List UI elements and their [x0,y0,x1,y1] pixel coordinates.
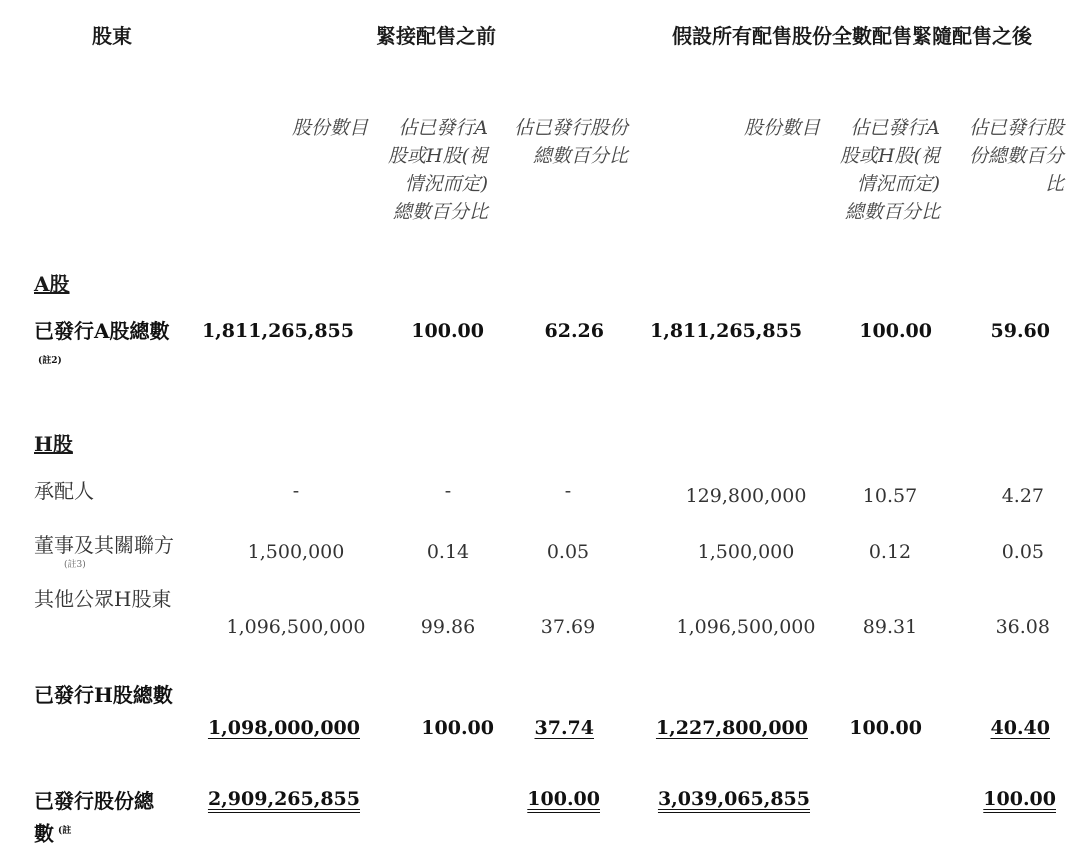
placees-pct-class-after: 10.57 [862,485,918,507]
h-total-pct-total-after: 40.40 [990,717,1050,739]
grand-total-shares-after: 3,039,065,855 [657,788,810,810]
header-shareholder: 股東 [92,24,132,48]
row-label-a-total: 已發行A股總數$^{(註2)}$ [34,319,170,366]
directors-pct-class-after: 0.12 [868,541,912,563]
subheader-pct-class-before: 佔已發行A股或H股(視情況而定)總數百分比 [388,117,488,223]
subheader-pct-total-after: 佔已發行股份總數百分比 [968,117,1064,195]
grand-total-shares-before: 2,909,265,855 [207,788,360,810]
public-h-pct-total-before: 37.69 [540,616,596,638]
a-total-shares-before: 1,811,265,855 [201,320,354,342]
footnote-marker: (註3) [64,560,86,570]
footnote-marker: (註2) [38,356,62,366]
placees-pct-total-before: - [564,480,572,502]
public-h-shares-before: 1,096,500,000 [226,616,366,638]
directors-shares-before: 1,500,000 [247,541,345,563]
placees-shares-after: 129,800,000 [685,485,807,507]
a-total-pct-total-before: 62.26 [544,320,604,342]
row-label-grand-total: 已發行股份總數 $^{(註}$ [34,789,154,846]
directors-pct-total-before: 0.05 [546,541,590,563]
a-total-pct-total-after: 59.60 [990,320,1050,342]
public-h-pct-total-after: 36.08 [995,616,1050,638]
placees-shares-before: - [292,480,300,502]
h-total-pct-class-after: 100.00 [849,717,922,739]
subheader-pct-total-before: 佔已發行股份總數百分比 [513,117,628,167]
row-label-placees: 承配人 [34,479,94,503]
footnote-marker: (註 [58,826,72,836]
subheader-shares-before: 股份數目 [291,117,368,139]
h-total-shares-after: 1,227,800,000 [655,717,808,739]
row-label-h-total: 已發行H股總數 [34,683,173,707]
h-total-pct-class-before: 100.00 [421,717,494,739]
public-h-shares-after: 1,096,500,000 [676,616,816,638]
placees-pct-total-after: 4.27 [1001,485,1044,507]
placees-pct-class-before: - [444,480,452,502]
grand-total-pct-total-before: 100.00 [527,788,600,810]
a-total-shares-after: 1,811,265,855 [650,320,803,342]
section-a-shares: A股 [34,272,70,296]
h-total-pct-total-before: 37.74 [534,717,594,739]
subheader-shares-after: 股份數目 [743,117,820,139]
public-h-pct-class-after: 89.31 [862,616,918,638]
a-total-pct-class-before: 100.00 [411,320,484,342]
row-label-public-h: 其他公眾H股東 [34,587,172,611]
row-label-directors: 董事及其關聯方 (註3) [34,530,234,570]
header-after-placing: 假設所有配售股份全數配售緊隨配售之後 [672,24,1032,48]
subheader-pct-class-after: 佔已發行A股或H股(視情況而定)總數百分比 [840,117,940,223]
a-total-pct-class-after: 100.00 [859,320,932,342]
section-h-shares: H股 [34,432,73,456]
directors-pct-class-before: 0.14 [426,541,470,563]
header-before-placing: 緊接配售之前 [376,24,496,48]
directors-pct-total-after: 0.05 [1001,541,1044,563]
public-h-pct-class-before: 99.86 [420,616,476,638]
directors-shares-after: 1,500,000 [697,541,795,563]
grand-total-pct-total-after: 100.00 [983,788,1056,810]
h-total-shares-before: 1,098,000,000 [207,717,360,739]
